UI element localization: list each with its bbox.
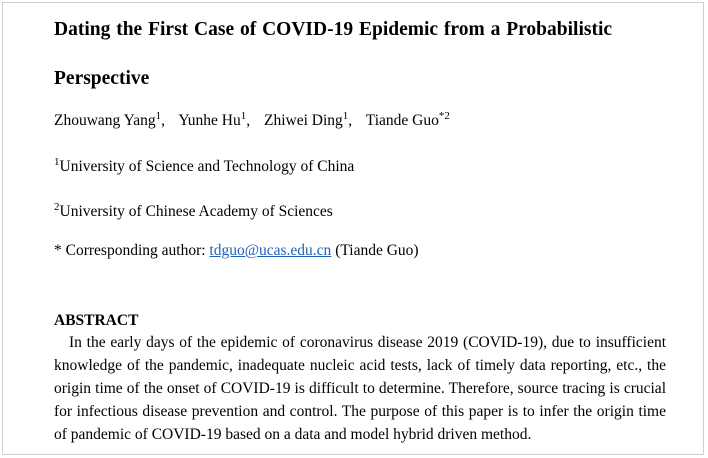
- corresponding-author-suffix: (Tiande Guo): [331, 242, 419, 259]
- paper-title-line-2: Perspective: [54, 68, 150, 89]
- author-name: Yunhe Hu: [178, 112, 241, 129]
- author: [54, 109, 165, 129]
- author: [365, 109, 450, 129]
- affiliation: [54, 200, 333, 221]
- author: [264, 109, 353, 129]
- affiliation-text: University of Chinese Academy of Sciences: [59, 203, 333, 220]
- author: [178, 109, 251, 129]
- paper-title-line-1: Dating the First Case of COVID-19 Epidemic from a Probabilistic: [54, 19, 613, 40]
- affiliation-marker: 2: [54, 200, 60, 213]
- author-list: [54, 109, 460, 130]
- corresponding-author-prefix: * Corresponding author:: [54, 242, 210, 259]
- email-link[interactable]: tdguo@ucas.edu.cn: [209, 242, 332, 259]
- author-affiliation-marker: 1: [240, 109, 247, 122]
- author-affiliation-marker: *2: [438, 109, 450, 122]
- corresponding-author: [54, 242, 419, 260]
- affiliation-marker: 1: [54, 155, 60, 168]
- abstract-heading: ABSTRACT: [54, 312, 139, 329]
- author-affiliation-marker: 1: [342, 109, 349, 122]
- author-name: Zhouwang Yang: [54, 112, 156, 129]
- author-name: Zhiwei Ding: [264, 112, 343, 129]
- author-affiliation-marker: 1: [155, 109, 162, 122]
- author-separator: ,: [348, 112, 353, 129]
- affiliation: [54, 155, 355, 176]
- author-name: Tiande Guo: [365, 112, 439, 129]
- abstract-text: In the early days of the epidemic of coronavirus disease 2019 (COVID-19), due to insufficient knowledge of the pandemic, inadequate nucleic acid tests, lack of timely data reporting, etc., the origin time of the onset of COVID-19 is difficult to determine. Therefore, source tracing is crucial for infectious disease prevention and control. The purpose of this paper is to infer the origin time of pandemic of COVID-19 based on a data and model hybrid driven method.: [54, 334, 666, 443]
- affiliation-text: University of Science and Technology of China: [59, 158, 355, 175]
- author-separator: ,: [246, 112, 251, 129]
- author-separator: ,: [161, 112, 165, 129]
